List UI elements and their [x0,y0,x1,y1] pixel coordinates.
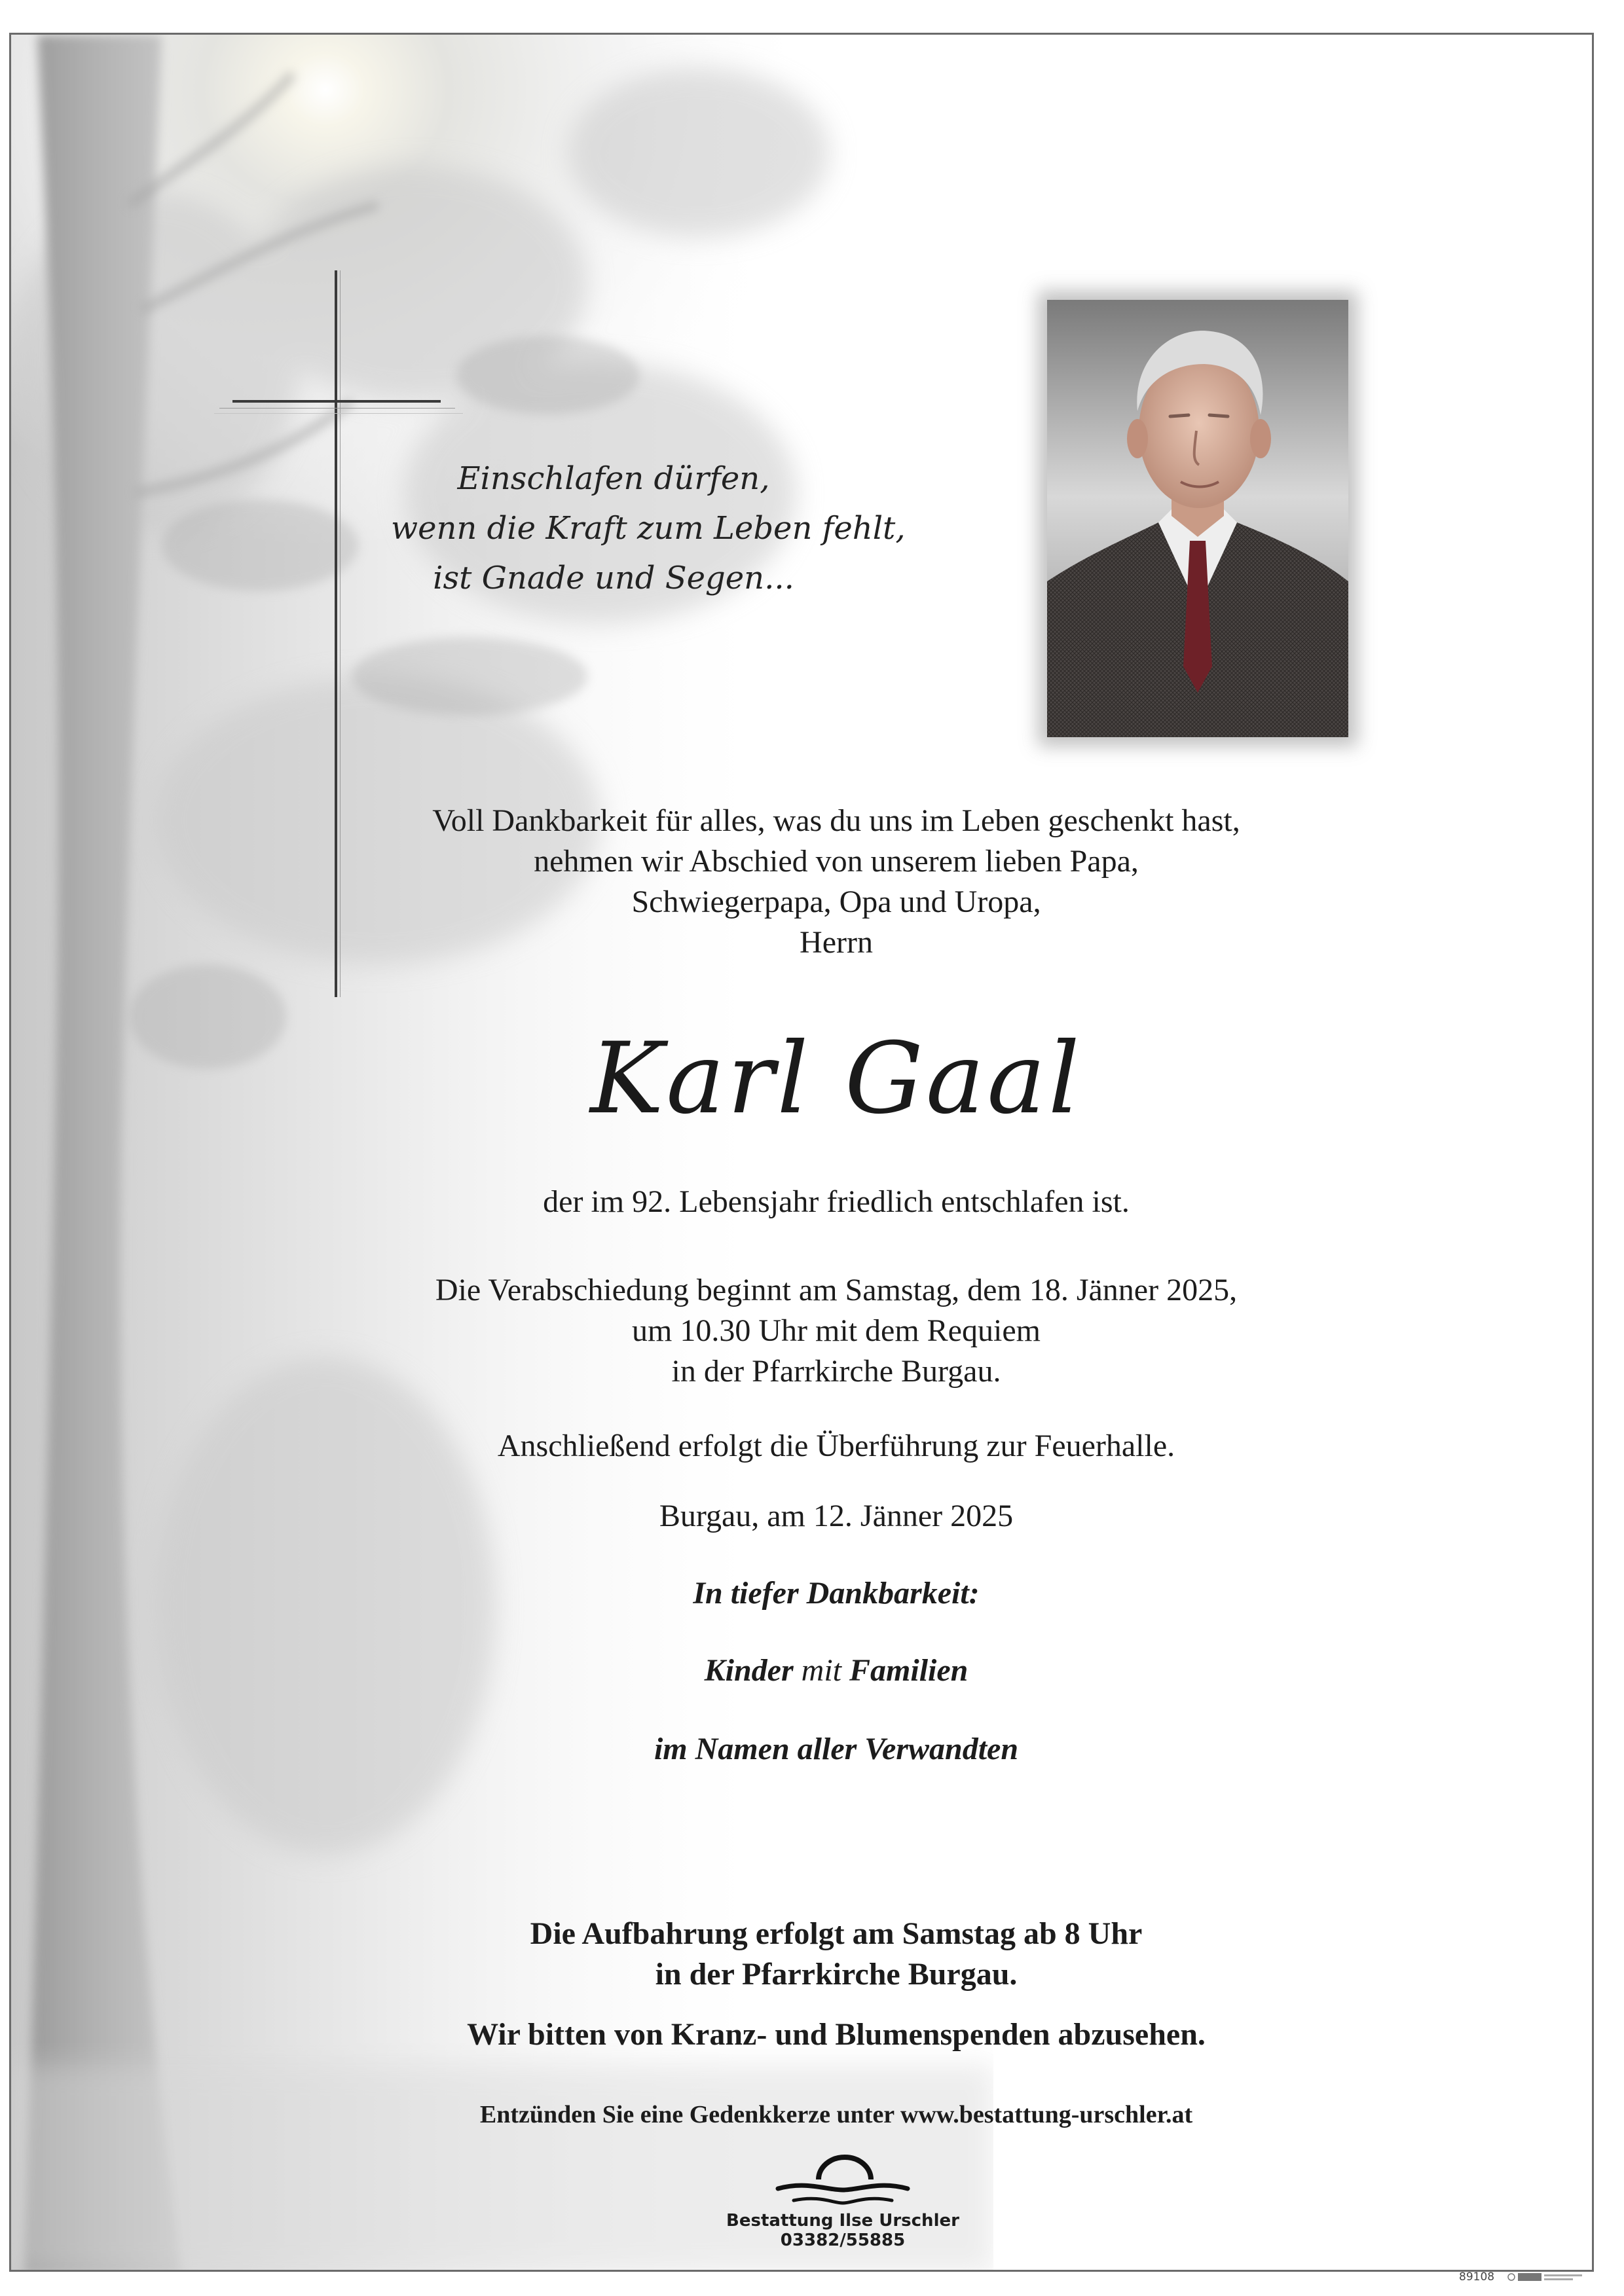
portrait-photo [1047,300,1348,737]
intro-text [352,801,1321,963]
service-details [352,1270,1321,1392]
undertaker-logo-icon [774,2151,912,2210]
viewing-line: Die Aufbahrung erfolgt am Samstag ab 8 Uhr [530,1916,1143,1951]
mourners-families: Familien [849,1653,969,1688]
mourners-kids: Kinder [704,1653,794,1688]
undertaker-name: Bestattung Ilse Urschler [726,2211,959,2231]
service-line: in der Pfarrkirche Burgau. [671,1354,1001,1389]
obituary-page [9,33,1594,2272]
age-line: der im 92. Lebensjahr friedlich entschlafen ist. [543,1184,1130,1219]
printer-mark-icon [1506,2269,1585,2285]
portrait-image [1047,300,1348,737]
cross-horizontal-shadow [219,408,455,409]
mourners-family [352,1650,1321,1691]
quote-line: Einschlafen dürfen, [457,460,770,497]
donation-note: Wir bitten von Kranz- und Blumenspenden abzusehen. [467,2017,1206,2052]
mourners-relatives: im Namen aller Verwandten [654,1732,1019,1766]
viewing-line: in der Pfarrkirche Burgau. [655,1957,1018,1992]
viewing-info [352,1914,1321,1995]
service-line: um 10.30 Uhr mit dem Requiem [632,1313,1041,1348]
undertaker-contact [679,2211,1006,2250]
transfer-note: Anschließend erfolgt die Überführung zur Feuerhalle. [497,1429,1175,1463]
intro-line: Voll Dankbarkeit für alles, was du uns im Leben geschenkt hast, [432,803,1240,838]
undertaker-phone: 03382/55885 [780,2231,906,2250]
deceased-name: Karl Gaal [590,1022,1082,1136]
intro-line: Schwiegerpapa, Opa und Uropa, [631,884,1041,919]
service-line: Die Verabschiedung beginnt am Samstag, dem 18. Jänner 2025, [435,1273,1238,1307]
place-date: Burgau, am 12. Jänner 2025 [659,1499,1014,1533]
cross-vertical-shadow [340,270,341,997]
form-number: 89108 [1459,2270,1495,2284]
mourners-heading: In tiefer Dankbarkeit: [693,1576,980,1611]
quote-line: ist Gnade und Segen... [433,560,794,596]
intro-line: Herrn [800,925,873,960]
cross-vertical-bar [335,270,337,997]
mourners-with: mit [801,1653,841,1688]
memorial-candle-link: Entzünden Sie eine Gedenkkerze unter www.bestattung-urschler.at [479,2101,1193,2128]
quote-line: wenn die Kraft zum Leben fehlt, [391,510,906,547]
cross-horizontal-shadow-light [214,413,463,414]
memorial-quote [391,454,906,603]
cross-horizontal-bar [232,400,441,403]
intro-line: nehmen wir Abschied von unserem lieben Papa, [534,844,1139,879]
